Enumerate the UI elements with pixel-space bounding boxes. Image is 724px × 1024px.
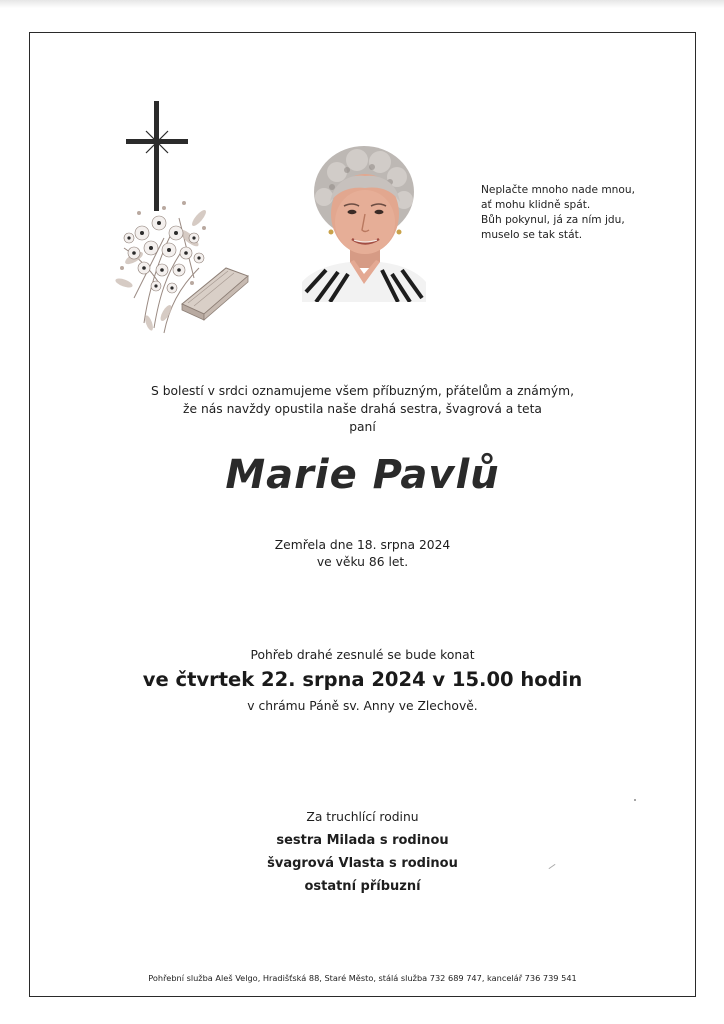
funeral-place: v chrámu Páně sv. Anny ve Zlechově. bbox=[247, 699, 478, 713]
death-info bbox=[29, 537, 696, 571]
portrait-photo bbox=[302, 142, 426, 302]
poem-line: Neplačte mnoho nade mnou, bbox=[481, 184, 635, 196]
family-member: švagrová Vlasta s rodinou bbox=[267, 856, 458, 871]
announcement-line: že nás navždy opustila naše drahá sestra, švagrová a teta bbox=[183, 402, 542, 416]
family-member: ostatní příbuzní bbox=[304, 879, 421, 894]
poem-line: ať mohu klidně spát. bbox=[481, 199, 591, 211]
scan-speck bbox=[634, 799, 636, 801]
death-age: ve věku 86 let. bbox=[316, 555, 409, 569]
poem-line: Bůh pokynul, já za ním jdu, bbox=[481, 214, 625, 226]
poem-line: muselo se tak stát. bbox=[481, 229, 583, 241]
poem-verse bbox=[481, 183, 661, 243]
announcement-line: paní bbox=[349, 420, 376, 434]
funeral-date-time: ve čtvrtek 22. srpna 2024 v 15.00 hodin bbox=[142, 668, 583, 691]
deceased-name: Marie Pavlů bbox=[225, 452, 500, 498]
announcement-line: S bolestí v srdci oznamujeme všem příbuzným, přátelům a známým, bbox=[150, 384, 574, 398]
family-intro: Za truchlící rodinu bbox=[306, 810, 419, 824]
death-date: Zemřela dne 18. srpna 2024 bbox=[274, 538, 451, 552]
announcement-text bbox=[29, 382, 696, 436]
family-signature bbox=[29, 806, 696, 898]
cross-flowers-icon bbox=[104, 98, 252, 338]
scan-edge bbox=[0, 0, 724, 8]
family-member: sestra Milada s rodinou bbox=[276, 833, 449, 848]
funeral-intro: Pohřeb drahé zesnulé se bude konat bbox=[250, 648, 475, 662]
funeral-service-footer: Pohřební služba Aleš Velgo, Hradišťská 88, Staré Město, stálá služba 732 689 747, kancelář 736 739 541 bbox=[148, 973, 577, 983]
